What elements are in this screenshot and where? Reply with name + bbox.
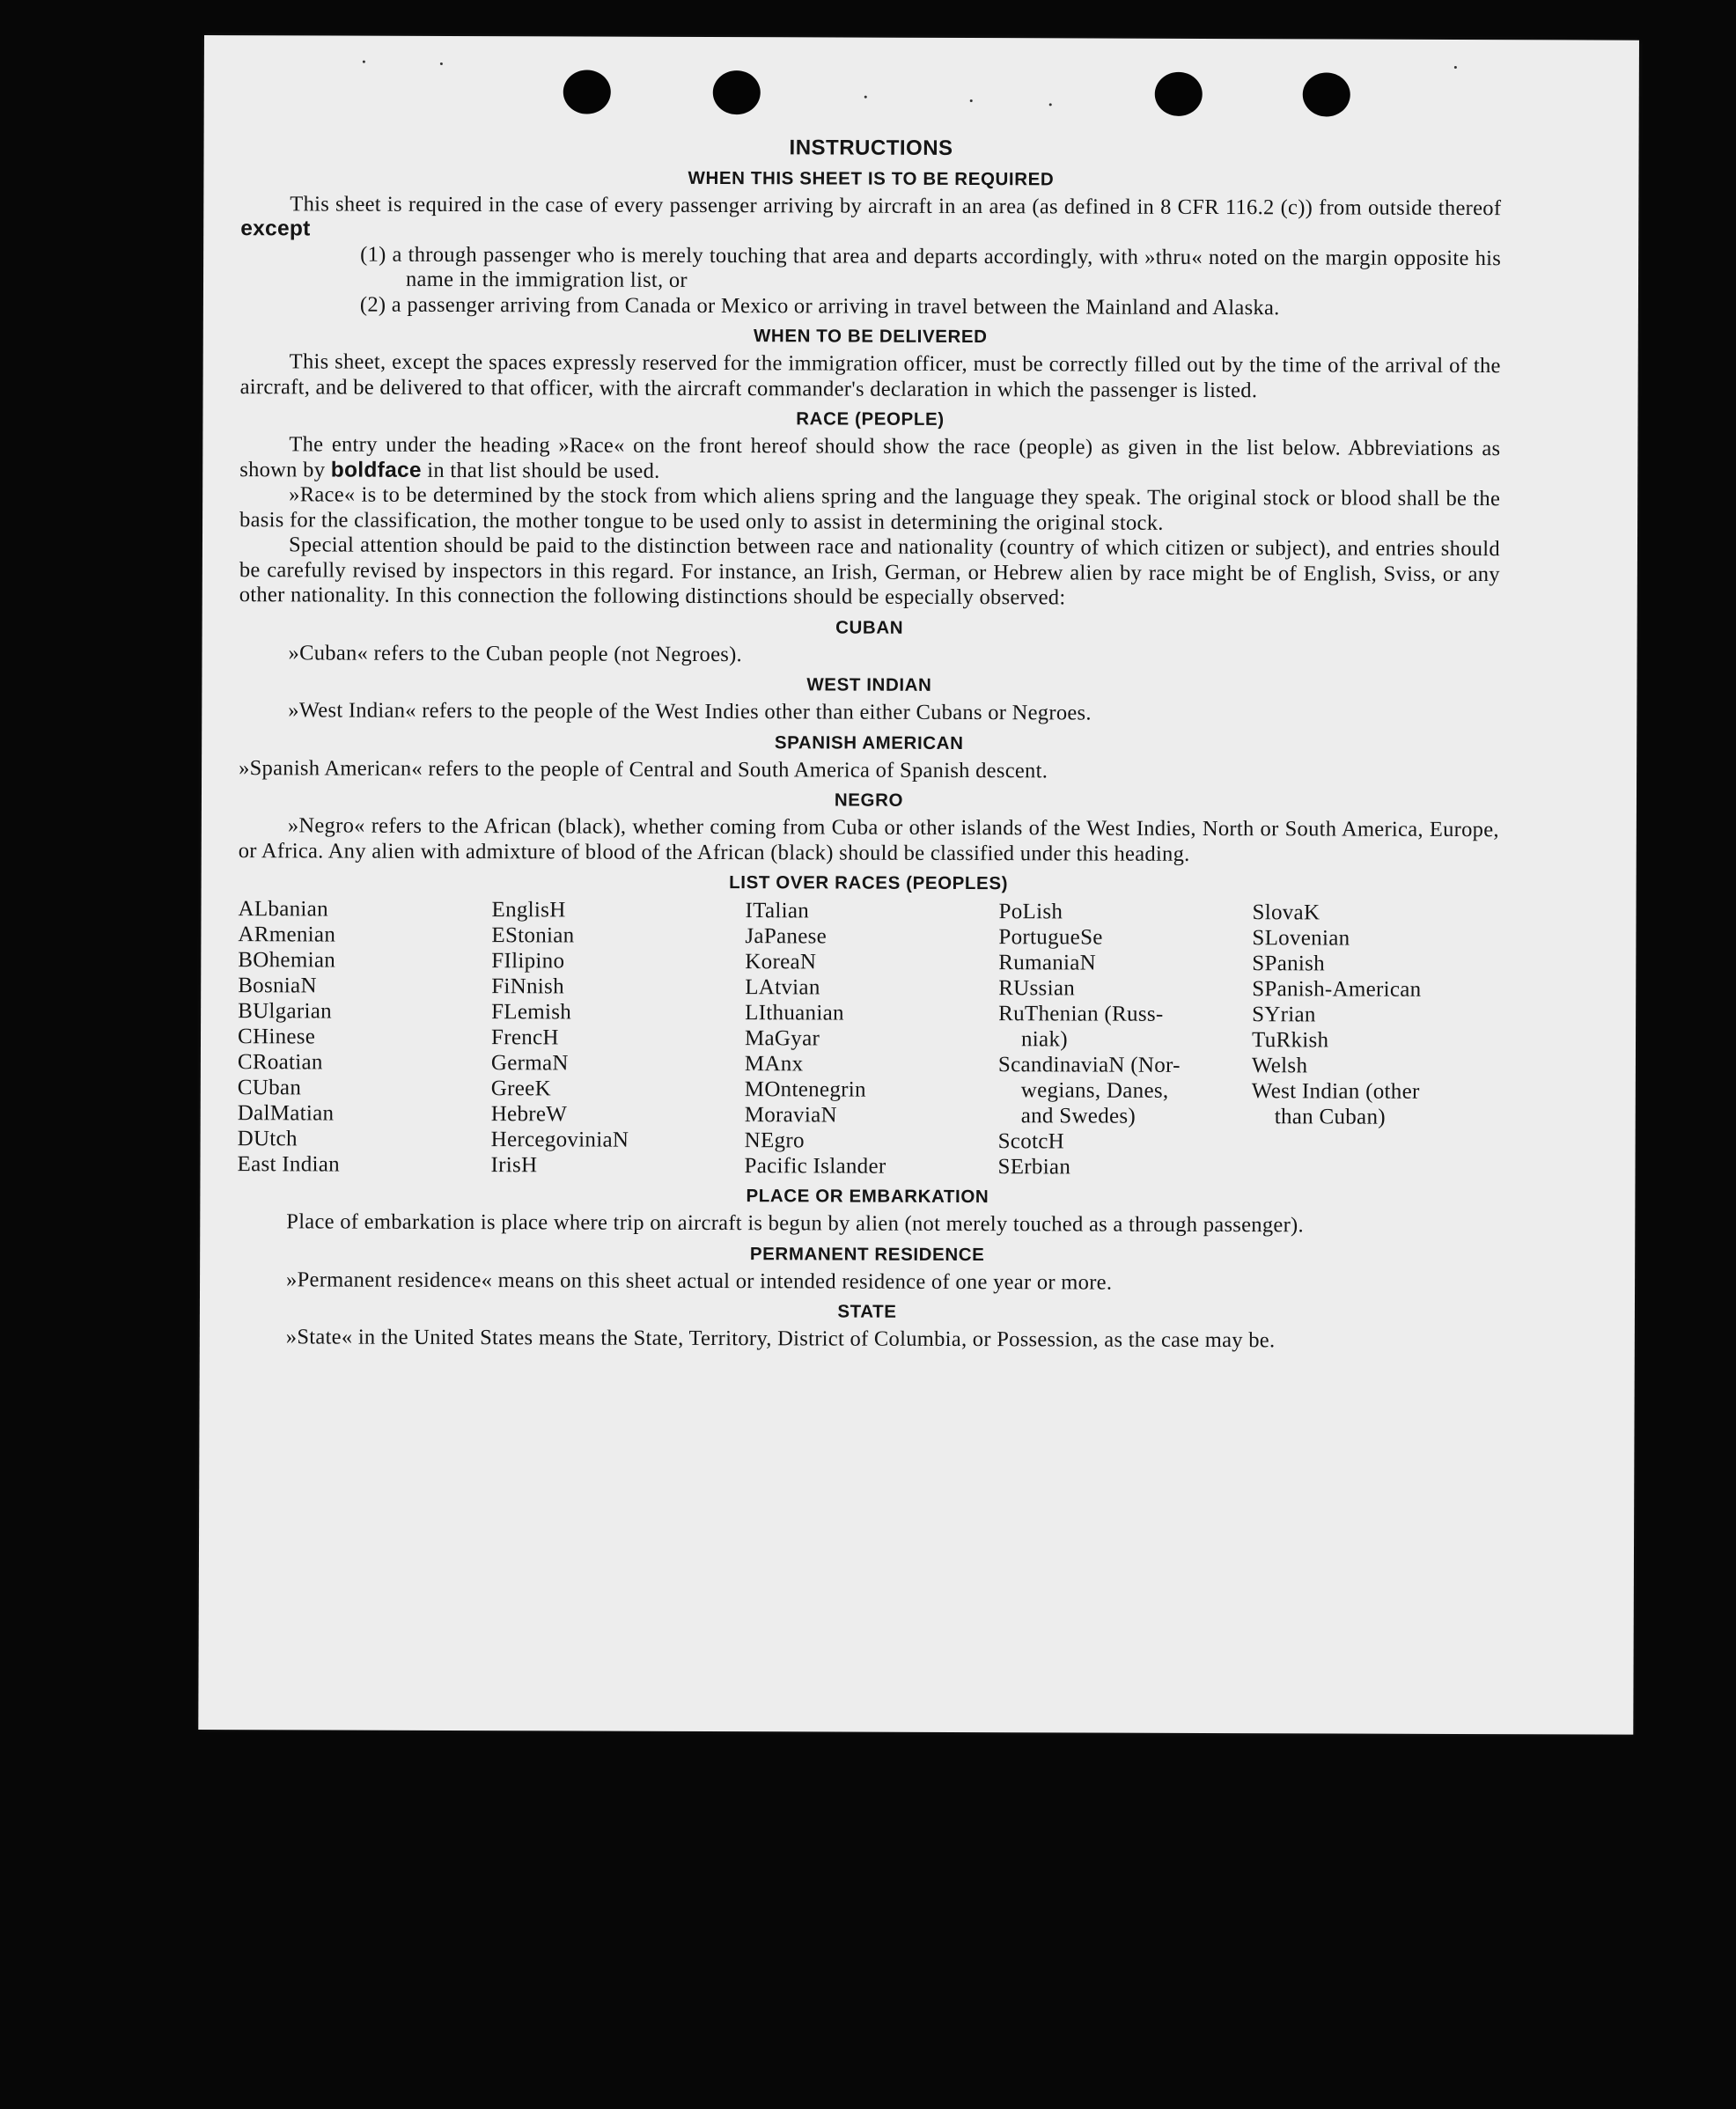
speck — [363, 61, 365, 63]
race-item: KoreaN — [745, 950, 817, 974]
speck — [1049, 103, 1052, 106]
punch-hole — [713, 70, 761, 114]
page-title: INSTRUCTIONS — [789, 136, 953, 160]
race-item: EStonian — [491, 923, 575, 948]
speck — [970, 99, 973, 102]
race-item: BUlgarian — [238, 999, 333, 1024]
race-item: FrencH — [490, 1025, 559, 1050]
punch-hole — [1303, 72, 1350, 116]
section-heading: CUBAN — [835, 617, 904, 638]
race-column — [490, 897, 745, 1179]
race-list — [237, 896, 1498, 1181]
list-item: (2) a passenger arriving from Canada or Mexico or arriving in travel between the Mainland and Alaska. — [359, 292, 1280, 320]
paragraph: »Cuban« refers to the Cuban people (not Negroes). — [288, 640, 743, 666]
paragraph: This sheet is required in the case of every passenger arriving by aircraft in an area (as defined in 8 CFR 116.2 (c)) from outside thereof except — [240, 191, 1502, 241]
bold-text: boldface — [330, 458, 422, 482]
race-item: ITalian — [745, 899, 810, 923]
document-page — [198, 35, 1639, 1735]
paragraph: »Permanent residence« means on this sheet actual or intended residence of one year or more. — [286, 1267, 1113, 1295]
section-heading: LIST OVER RACES (PEOPLES) — [729, 872, 1009, 894]
race-item: SYrian — [1252, 1003, 1316, 1027]
race-item: RumaniaN — [998, 951, 1097, 975]
race-item: PoLish — [998, 900, 1063, 924]
race-item: MOntenegrin — [744, 1077, 866, 1102]
speck — [864, 96, 867, 99]
race-item: SlovaK — [1252, 900, 1320, 925]
race-item: SLovenian — [1252, 926, 1350, 951]
race-item: MaGyar — [744, 1026, 820, 1051]
race-item: East Indian — [237, 1152, 341, 1177]
race-item: CRoatian — [237, 1050, 323, 1075]
race-item: ALbanian — [238, 897, 328, 922]
paragraph: »Spanish American« refers to the people of Central and South America of Spanish descent. — [239, 755, 1048, 783]
race-column — [237, 896, 491, 1178]
race-item: MoraviaN — [744, 1103, 837, 1128]
race-item: GermaN — [490, 1051, 569, 1076]
race-item-continuation: wegians, Danes, — [1020, 1078, 1169, 1103]
punch-hole — [1155, 72, 1203, 116]
section-heading: RACE (PEOPLE) — [796, 408, 945, 430]
race-column — [997, 899, 1252, 1180]
race-item: FIlipino — [491, 949, 565, 974]
race-item: CHinese — [237, 1025, 316, 1049]
race-item: EnglisH — [491, 898, 566, 922]
race-item: SPanish-American — [1252, 977, 1422, 1002]
section-heading: WHEN TO BE DELIVERED — [753, 326, 988, 348]
paragraph: Place of embarkation is place where trip on aircraft is begun by alien (not merely touched as a through passenger). — [286, 1209, 1304, 1238]
race-item: MAnx — [744, 1052, 804, 1077]
race-item-continuation: niak) — [1020, 1027, 1068, 1052]
race-item: CUban — [237, 1076, 302, 1100]
bold-text: except — [240, 217, 311, 241]
race-item: GreeK — [490, 1077, 552, 1101]
race-item: IrisH — [490, 1153, 538, 1178]
race-item: DalMatian — [237, 1101, 335, 1126]
list-item: (1) a through passenger who is merely touching that area and departs accordingly, with »thru« noted on the margin opposite his name in the immigration list, or — [360, 242, 1502, 292]
paragraph: The entry under the heading »Race« on the front hereof should show the race (people) as given in the list below. Abbreviations as shown by boldface in that list should be used. — [239, 432, 1501, 483]
race-item: ScotcH — [997, 1129, 1065, 1154]
race-column — [744, 898, 998, 1179]
section-heading: PLACE OR EMBARKATION — [746, 1186, 989, 1208]
race-item-continuation: and Swedes) — [1020, 1104, 1136, 1128]
section-heading: WEST INDIAN — [806, 674, 932, 695]
paragraph: »West Indian« refers to the people of the West Indies other than either Cubans or Negroes. — [288, 698, 1092, 725]
race-item: BOhemian — [238, 948, 336, 973]
race-item: LIthuanian — [745, 1001, 844, 1025]
race-item: SErbian — [997, 1155, 1071, 1179]
section-heading: WHEN THIS SHEET IS TO BE REQUIRED — [688, 167, 1055, 189]
race-column — [1251, 900, 1498, 1181]
race-item: SPanish — [1252, 952, 1326, 976]
race-item: ScandinaviaN (Nor- — [997, 1053, 1181, 1077]
race-item: RuThenian (Russ- — [998, 1002, 1164, 1026]
race-item: HebreW — [490, 1102, 568, 1127]
race-item: NEgro — [744, 1128, 805, 1153]
race-item-continuation: than Cuban) — [1274, 1105, 1386, 1129]
section-heading: NEGRO — [834, 790, 904, 811]
race-item: West Indian (other — [1251, 1079, 1420, 1104]
speck — [1454, 66, 1457, 69]
race-item: LAtvian — [745, 975, 820, 1000]
race-item: PortugueSe — [998, 925, 1103, 950]
paragraph: This sheet, except the spaces expressly reserved for the immigration officer, must be correctly filled out by the time of the arrival of the aircraft, and be delivered to that officer, with the aircraft commander's declaration in which the passenger is listed. — [239, 349, 1501, 402]
paragraph: Special attention should be paid to the distinction between race and nationality (country of which citizen or subject), and entries should be carefully revised by inspectors in this regard. For instance, an Irish, German, or Hebrew alien by race might be of English, Sviss, or any other nationality. In this connection the following distinctions should be especially observed: — [239, 533, 1501, 610]
punch-hole — [563, 70, 611, 114]
paragraph: »Negro« refers to the African (black), whether coming from Cuba or other islands of the West Indies, North or South America, Europe, or Africa. Any alien with admixture of blood of the African (black) should be classified under this heading. — [238, 813, 1499, 866]
document-body — [237, 134, 1502, 1354]
race-item: FLemish — [491, 1000, 572, 1025]
race-item: Pacific Islander — [744, 1154, 886, 1179]
race-item: RUssian — [998, 976, 1076, 1001]
race-item: HercegoviniaN — [490, 1128, 629, 1152]
race-item: DUtch — [237, 1127, 298, 1151]
section-heading: STATE — [837, 1301, 897, 1322]
paragraph: »State« in the United States means the State, Territory, District of Columbia, or Possession, as the case may be. — [285, 1325, 1276, 1353]
race-item: BosniaN — [238, 974, 317, 998]
paragraph: »Race« is to be determined by the stock from which aliens spring and the language they speak. The original stock or blood shall be the basis for the classification, the mother tongue to be used only to assist in determining the original stock. — [239, 482, 1501, 535]
speck — [440, 62, 443, 65]
race-item: ARmenian — [238, 922, 336, 947]
race-item: TuRkish — [1251, 1028, 1329, 1053]
race-item: Welsh — [1251, 1054, 1308, 1078]
race-item: JaPanese — [745, 924, 828, 949]
section-heading: SPANISH AMERICAN — [774, 731, 964, 753]
section-heading: PERMANENT RESIDENCE — [749, 1243, 985, 1265]
race-item: FiNnish — [491, 974, 564, 999]
